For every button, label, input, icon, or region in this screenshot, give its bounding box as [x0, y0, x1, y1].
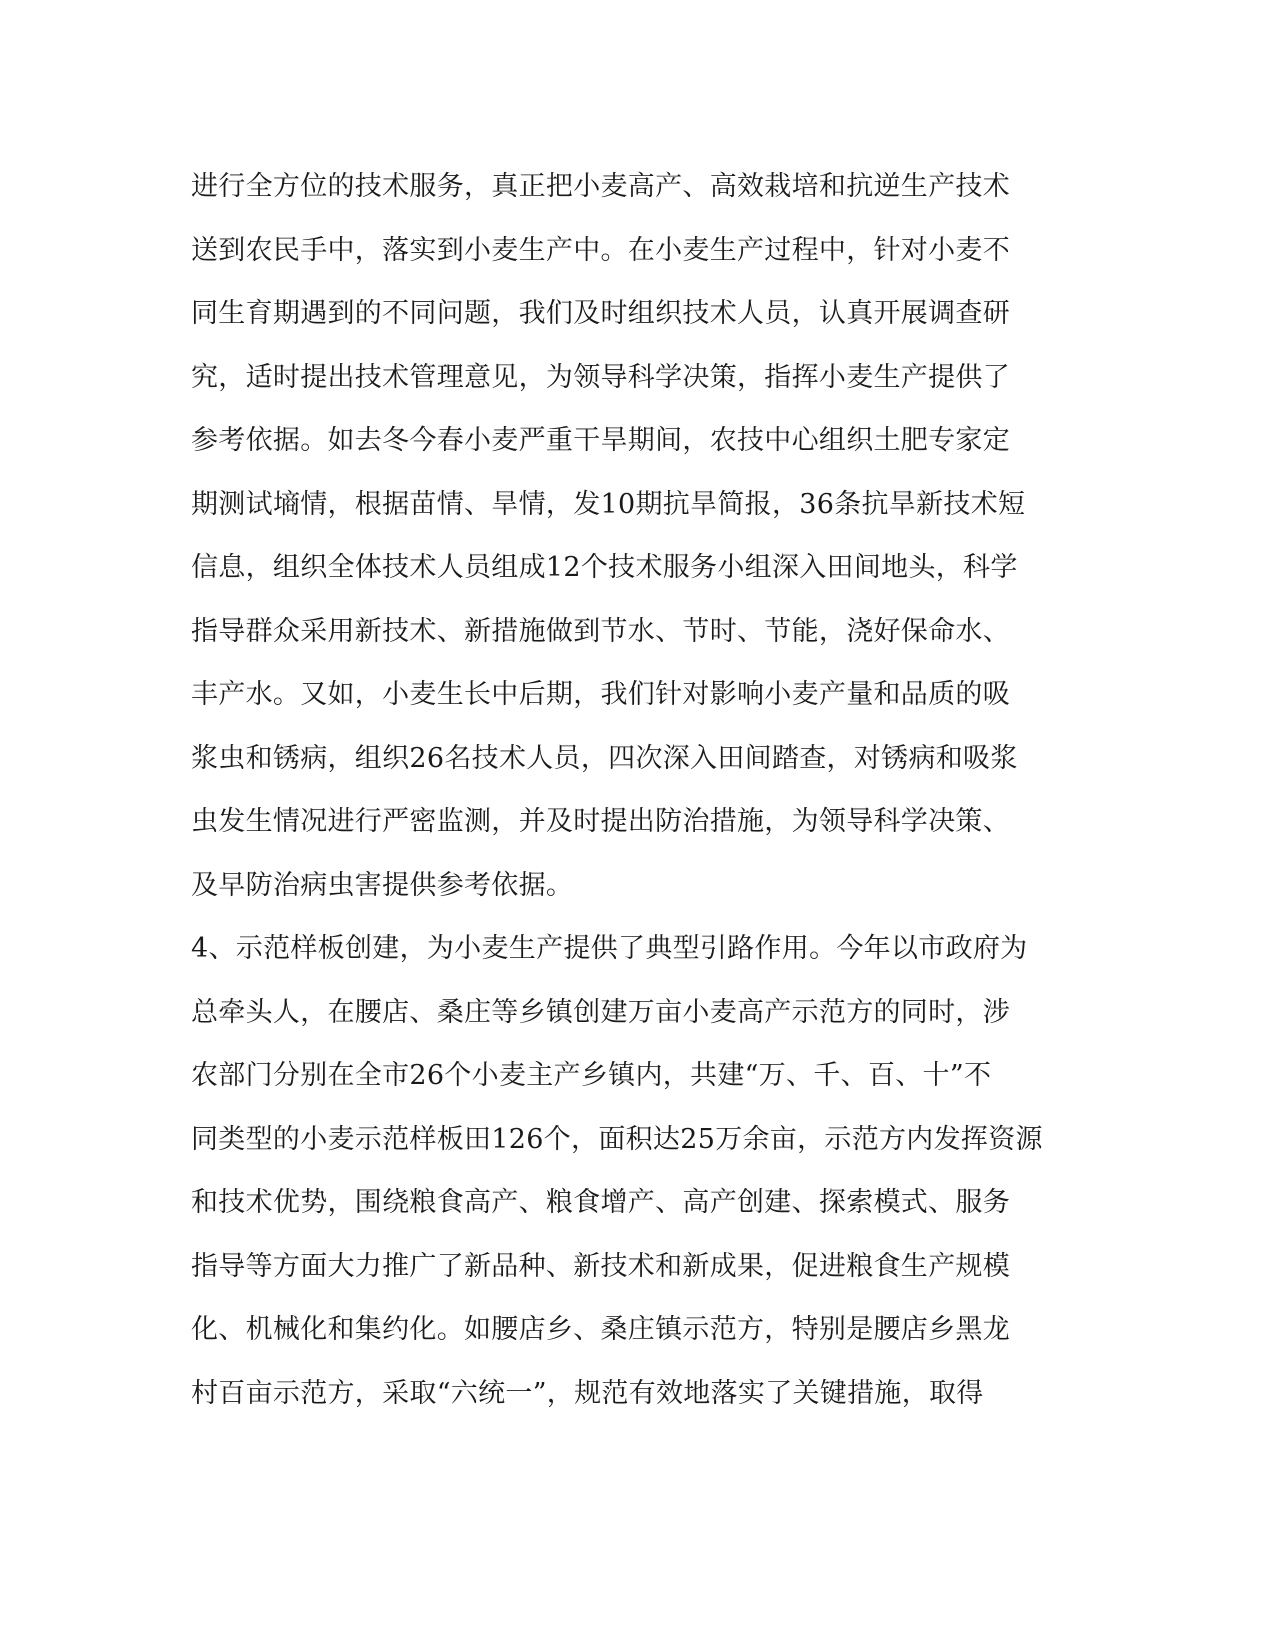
text-line: 和技术优势，围绕粮食高产、粮食增产、高产创建、探索模式、服务: [191, 1187, 1010, 1218]
text-line: 农部门分别在全市26个小麦主产乡镇内，共建“万、千、百、十”不: [191, 1060, 992, 1091]
text-line: 浆虫和锈病，组织26名技术人员，四次深入田间踏查，对锈病和吸浆: [191, 742, 1018, 774]
text-line: 参考依据。如去冬今春小麦严重干旱期间，农技中心组织土肥专家定: [191, 425, 1010, 456]
text-line: 同类型的小麦示范样板田126个，面积达25万余亩，示范方内发挥资源: [191, 1123, 1043, 1155]
section-heading-line: 4、示范样板创建，为小麦生产提供了典型引路作用。今年以市政府为: [191, 933, 1028, 964]
body-text: [191, 155, 1071, 1425]
text-line: 村百亩示范方，采取“六统一”，规范有效地落实了关键措施，取得: [191, 1377, 984, 1409]
text-line: 总牵头人，在腰店、桑庄等乡镇创建万亩小麦高产示范方的同时，涉: [191, 996, 1010, 1028]
text-line: 进行全方位的技术服务，真正把小麦高产、高效栽培和抗逆生产技术: [191, 171, 1010, 202]
text-line: 化、机械化和集约化。如腰店乡、桑庄镇示范方，特别是腰店乡黑龙: [191, 1314, 1010, 1345]
text-line: 同生育期遇到的不同问题，我们及时组织技术人员，认真开展调查研: [191, 298, 1010, 329]
text-line: 指导等方面大力推广了新品种、新技术和新成果，促进粮食生产规模: [191, 1250, 1010, 1282]
text-line: 虫发生情况进行严密监测，并及时提出防治措施，为领导科学决策、: [191, 806, 1010, 837]
text-line: 送到农民手中，落实到小麦生产中。在小麦生产过程中，针对小麦不: [191, 234, 1010, 266]
text-line: 丰产水。又如，小麦生长中后期，我们针对影响小麦产量和品质的吸: [191, 679, 1010, 710]
text-line: 及早防治病虫害提供参考依据。: [191, 869, 574, 901]
text-line: 究，适时提出技术管理意见，为领导科学决策，指挥小麦生产提供了: [191, 361, 1010, 393]
text-line: 信息，组织全体技术人员组成12个技术服务小组深入田间地头，科学: [191, 552, 1018, 583]
text-line: 期测试墒情，根据苗情、旱情，发10期抗旱简报，36条抗旱新技术短: [191, 488, 1026, 520]
text-line: 指导群众采用新技术、新措施做到节水、节时、节能，浇好保命水、: [191, 615, 1010, 647]
